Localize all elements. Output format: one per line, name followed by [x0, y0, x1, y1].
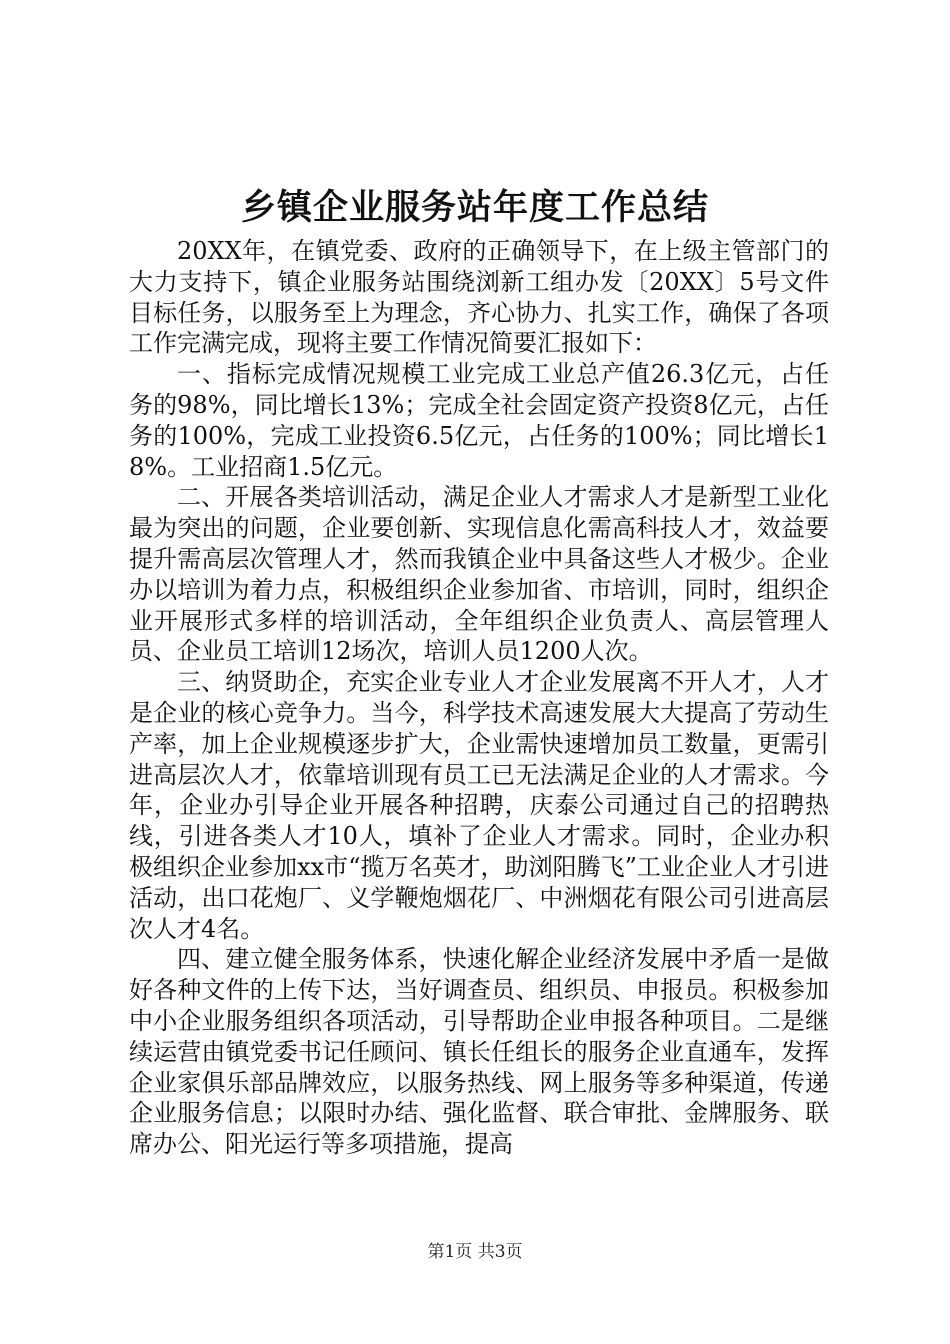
paragraph-intro: 20XX年，在镇党委、政府的正确领导下，在上级主管部门的大力支持下，镇企业服务站围绕浏新工组办发〔20XX〕5号文件目标任务，以服务至上为理念，齐心协力、扎实工作，确保了各项工作完满完成，现将主要工作情况简要汇报如下： — [129, 237, 829, 358]
paragraph-section-4: 四、建立健全服务体系，快速化解企业经济发展中矛盾一是做好各种文件的上传下达，当好调查员、组织员、申报员。积极参加中小企业服务组织各项活动，引导帮助企业申报各种项目。二是继续运营由镇党委书记任顾问、镇长任组长的服务企业直通车，发挥企业家俱乐部品牌效应，以服务热线、网上服务等多种渠道，传递企业服务信息；以限时办结、强化监督、联合审批、金牌服务、联席办公、阳光运行等多项措施，提高 — [129, 945, 829, 1159]
paragraph-section-3: 三、纳贤助企，充实企业专业人才企业发展离不开人才，人才是企业的核心竞争力。当今，科学技术高速发展大大提高了劳动生产率，加上企业规模逐步扩大，企业需快速增加员工数量，更需引进高层次人才，依靠培训现有员工已无法满足企业的人才需求。今年，企业办引导企业开展各种招聘，庆泰公司通过自己的招聘热线，引进各类人才10人，填补了企业人才需求。同时，企业办积极组织企业参加xx市“揽万名英才，助浏阳腾飞”工业企业人才引进活动，出口花炮厂、义学鞭炮烟花厂、中洲烟花有限公司引进高层次人才4名。 — [129, 668, 829, 943]
paragraph-section-1: 一、指标完成情况规模工业完成工业总产值26.3亿元，占任务的98%，同比增长13%；完成全社会固定资产投资8亿元，占任务的100%，完成工业投资6.5亿元，占任务的100%；同比增长18%。工业招商1.5亿元。 — [129, 360, 829, 481]
page-footer: 第1页 共3页 — [427, 1242, 523, 1262]
paragraph-section-2: 二、开展各类培训活动，满足企业人才需求人才是新型工业化最为突出的问题，企业要创新、实现信息化需高科技人才，效益要提升需高层次管理人才，然而我镇企业中具备这些人才极少。企业办以培训为着力点，积极组织企业参加省、市培训，同时，组织企业开展形式多样的培训活动，全年组织企业负责人、高层管理人员、企业员工培训12场次，培训人员1200人次。 — [129, 483, 829, 666]
document-title: 乡镇企业服务站年度工作总结 — [240, 187, 709, 228]
document-body — [129, 236, 829, 1160]
